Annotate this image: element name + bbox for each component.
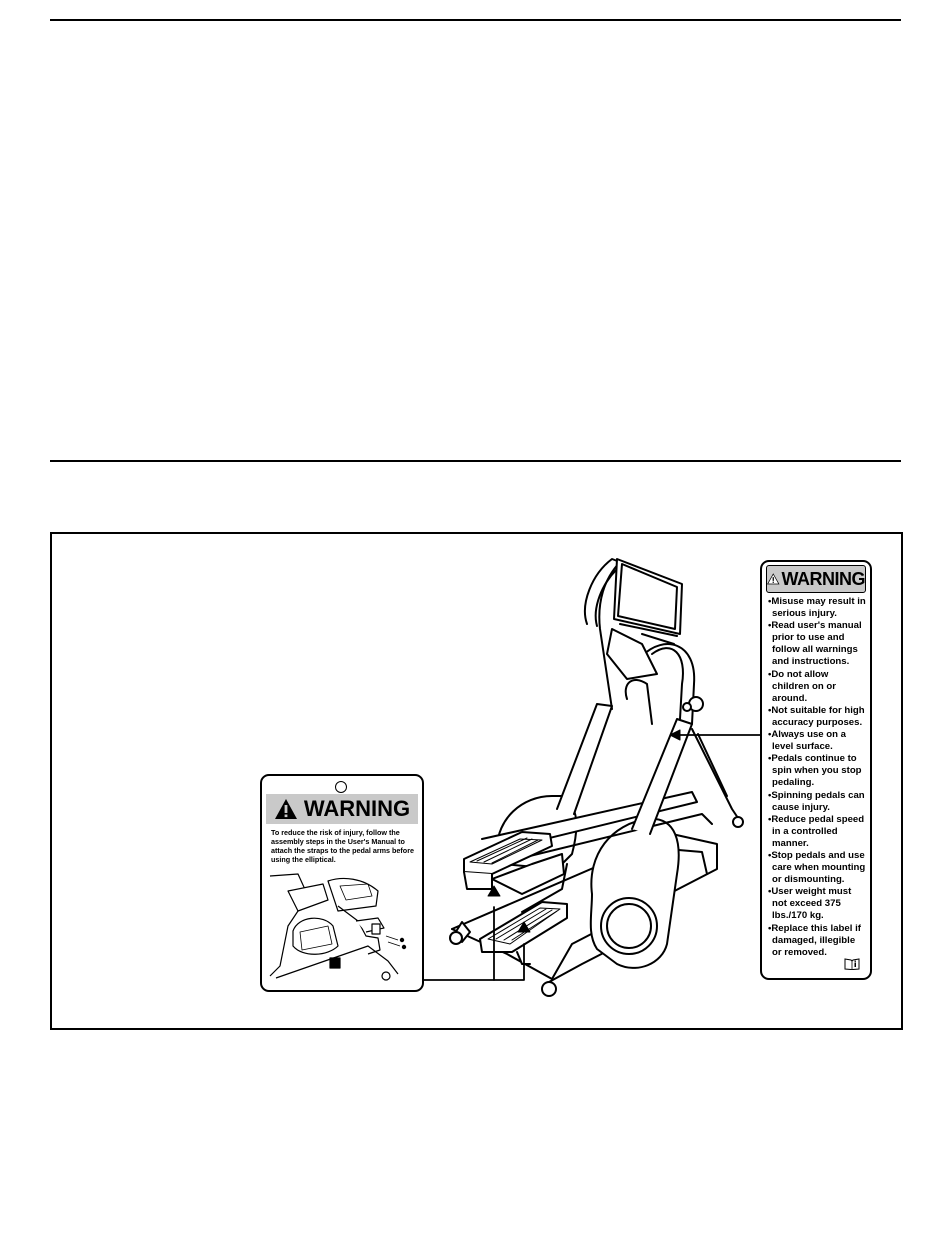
section-rule — [50, 460, 901, 462]
warning-item: •Always use on a level surface. — [768, 729, 847, 753]
warning-item: •Stop pedals and use care when mounting or dismounting. — [768, 849, 866, 886]
warning-title: WARNING — [303, 796, 411, 821]
warning-triangle-icon — [274, 798, 298, 820]
warning-header — [266, 794, 418, 824]
figure-box — [50, 532, 903, 1030]
warning-title: WARNING — [781, 568, 865, 589]
warning-header — [766, 565, 866, 593]
top-rule — [50, 19, 901, 21]
safety-warning-label — [760, 560, 872, 980]
strap-attachment-illustration — [268, 866, 416, 982]
manual-book-icon — [844, 958, 860, 970]
warning-list — [762, 596, 870, 959]
warning-item: •Reduce pedal speed in a controlled manner. — [768, 813, 865, 849]
warning-item: •Spinning pedals can cause injury. — [768, 789, 865, 813]
warning-text: To reduce the risk of injury, follow the assembly steps in the User's Manual to attach the straps to the pedal arms before using the elliptical. — [271, 828, 414, 864]
warning-item: •Do not allow children on or around. — [768, 668, 836, 704]
strap-warning-label — [260, 774, 424, 992]
hanging-hole-icon — [335, 781, 347, 793]
warning-item: •Pedals continue to spin when you stop pedaling. — [768, 753, 862, 789]
warning-item: •Replace this label if damaged, illegible or removed. — [768, 922, 861, 958]
warning-item: •Read user's manual prior to use and follow all warnings and instructions. — [768, 620, 862, 668]
warning-triangle-icon — [767, 570, 780, 588]
warning-item: •Not suitable for high accuracy purposes. — [768, 704, 865, 728]
warning-item: •User weight must not exceed 375 lbs./170 kg. — [768, 886, 852, 922]
warning-item: •Misuse may result in serious injury. — [768, 596, 866, 620]
